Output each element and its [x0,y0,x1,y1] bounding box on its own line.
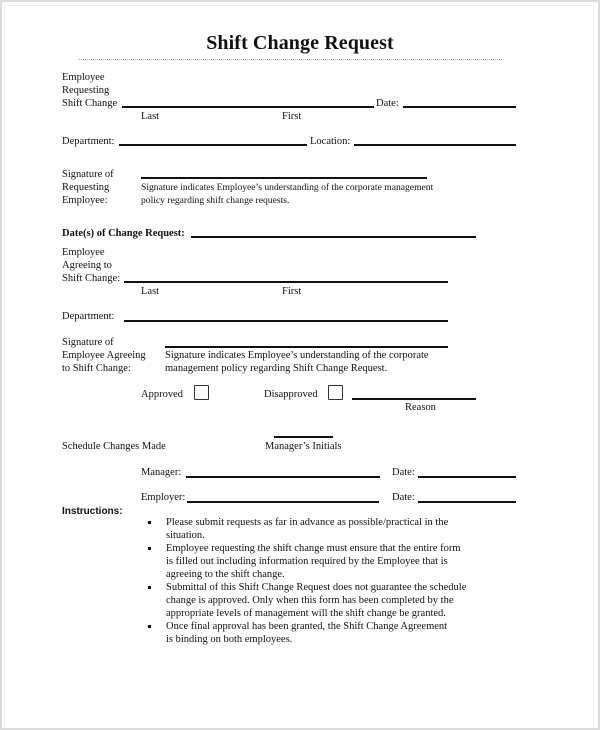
employer-date-field[interactable] [418,501,516,503]
manager-field[interactable] [186,476,380,478]
instruction-item [148,516,478,542]
agreeing-signature-note-line1: Signature indicates Employee’s understanding of the corporate [165,350,429,361]
agreeing-name-field[interactable] [124,281,448,283]
agreeing-signature-label-line3: to Shift Change: [62,363,131,374]
change-dates-label: Date(s) of Change Request: [62,228,185,239]
page-title: Shift Change Request [206,32,394,54]
employer-label: Employer: [141,492,186,503]
requesting-label-line2: Requesting [62,85,110,96]
approved-checkbox[interactable] [194,385,209,400]
agreeing-department-field[interactable] [124,320,448,322]
bullet-icon [148,586,151,589]
requesting-label-line1: Employee [62,72,105,83]
requesting-date-label: Date: [376,98,399,109]
employer-date-label: Date: [392,492,415,503]
agreeing-signature-label-line2: Employee Agreeing [62,350,146,361]
title-divider [79,59,502,60]
agreeing-label-line2: Agreeing to [62,260,112,271]
managers-initials-field[interactable] [274,436,333,438]
requesting-signature-note-line1: Signature indicates Employee’s understanding of the corporate management [141,182,434,193]
instruction-line: Once final approval has been granted, the Shift Change Agreement [166,621,448,632]
disapproved-checkbox[interactable] [328,385,343,400]
requesting-first-caption: First [282,111,302,122]
instruction-line: is binding on both employees. [166,634,293,645]
requesting-label-line3: Shift Change [62,98,118,109]
instruction-line: situation. [166,530,205,541]
requesting-signature-note-line2: policy regarding shift change requests. [141,195,290,206]
requesting-location-label: Location: [310,136,351,147]
instruction-line: agreeing to the shift change. [166,569,285,580]
instruction-line: change is approved. Only when this form has been completed by the [166,595,454,606]
agreeing-last-caption: Last [141,286,160,297]
instruction-item [148,620,478,646]
requesting-date-field[interactable] [403,106,516,108]
instruction-line: Submittal of this Shift Change Request does not guarantee the schedule [166,582,467,593]
manager-label: Manager: [141,467,182,478]
instruction-line: Please submit requests as far in advance as possible/practical in the [166,517,449,528]
schedule-changes-label: Schedule Changes Made [62,441,166,452]
manager-date-label: Date: [392,467,415,478]
instructions-heading: Instructions: [62,506,123,517]
requesting-department-label: Department: [62,136,115,147]
requesting-location-field[interactable] [354,144,516,146]
agreeing-signature-label-line1: Signature of [62,337,114,348]
employer-field[interactable] [187,501,379,503]
requesting-name-field[interactable] [122,106,374,108]
agreeing-signature-note-line2: management policy regarding Shift Change Request. [165,363,388,374]
instruction-item [148,542,478,581]
instruction-line: Employee requesting the shift change must ensure that the entire form [166,543,461,554]
agreeing-first-caption: First [282,286,302,297]
requesting-signature-label-line1: Signature of [62,169,114,180]
requesting-signature-label-line3: Employee: [62,195,108,206]
bullet-icon [148,625,151,628]
agreeing-department-label: Department: [62,311,115,322]
bullet-icon [148,521,151,524]
approved-label: Approved [141,389,183,400]
requesting-department-field[interactable] [119,144,307,146]
agreeing-signature-field[interactable] [165,346,448,348]
manager-date-field[interactable] [418,476,516,478]
change-dates-field[interactable] [191,236,476,238]
managers-initials-caption: Manager’s Initials [265,441,342,452]
disapproved-label: Disapproved [264,389,318,400]
reason-field[interactable] [352,398,476,400]
agreeing-label-line3: Shift Change: [62,273,121,284]
requesting-signature-field[interactable] [141,177,427,179]
instruction-line: is filled out including information required by the Employee that is [166,556,448,567]
agreeing-label-line1: Employee [62,247,105,258]
requesting-signature-label-line2: Requesting [62,182,110,193]
bullet-icon [148,547,151,550]
instructions-list [148,516,478,646]
instruction-line: appropriate levels of management will the shift change be granted. [166,608,446,619]
instruction-item [148,581,478,620]
requesting-last-caption: Last [141,111,160,122]
reason-caption: Reason [405,402,436,413]
